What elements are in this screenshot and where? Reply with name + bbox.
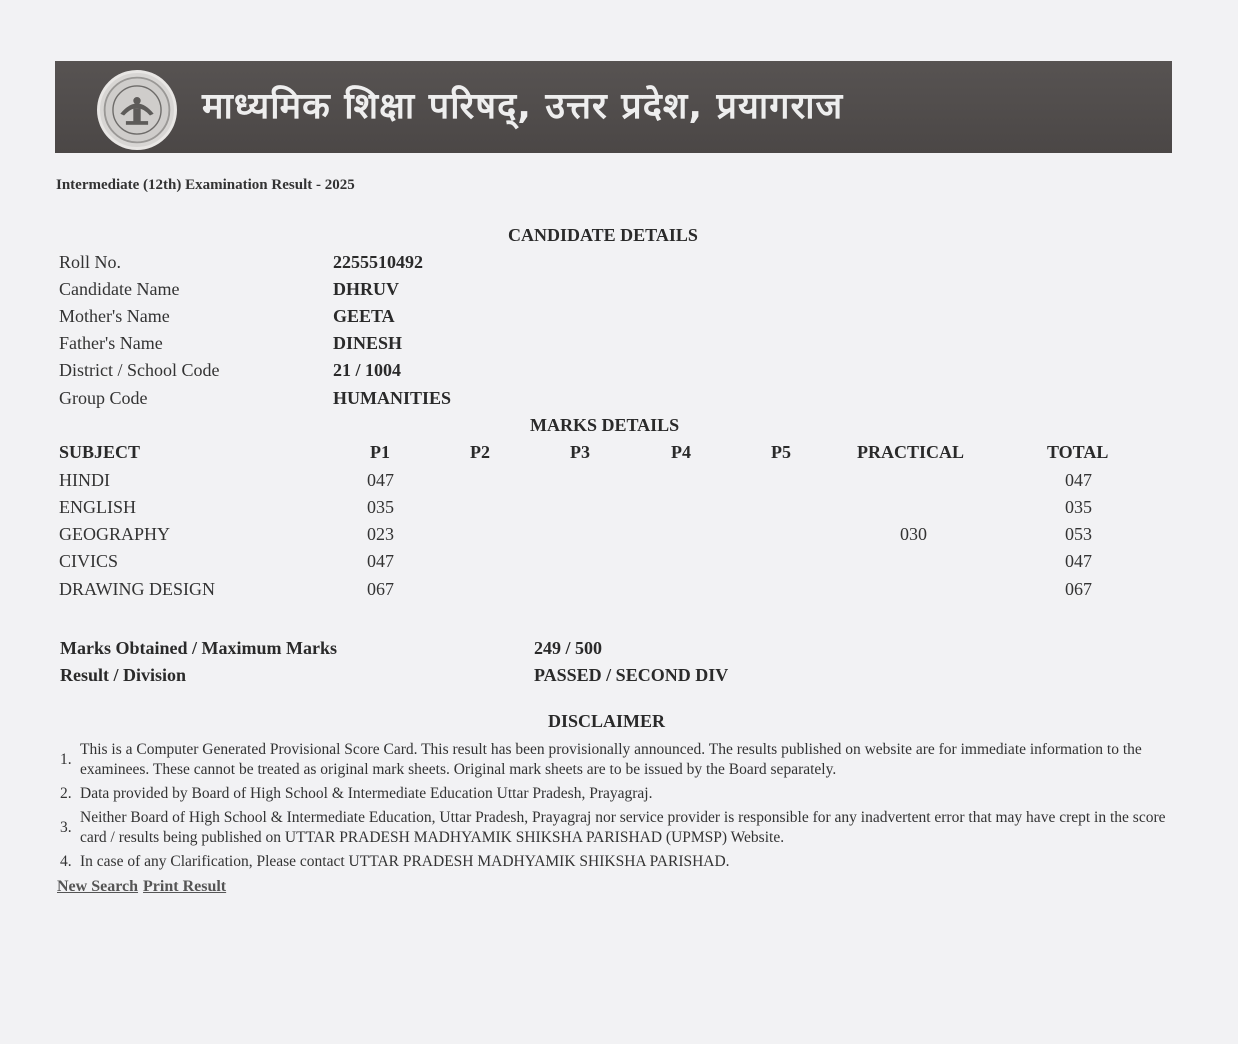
candidate-name-label: Candidate Name <box>59 279 180 299</box>
row-subject: ENGLISH <box>59 497 136 517</box>
col-p2: P2 <box>470 442 490 462</box>
list-item <box>60 852 1170 872</box>
result-division-label: Result / Division <box>60 665 187 685</box>
list-item-number: 2. <box>60 785 72 802</box>
group-code-label: Group Code <box>59 388 148 408</box>
roll-no-value: 2255510492 <box>333 252 423 272</box>
candidate-name-value: DHRUV <box>333 279 399 299</box>
row-practical: 030 <box>900 524 927 544</box>
disclaimer-list <box>60 740 1170 876</box>
row-total: 067 <box>1065 579 1092 599</box>
row-subject: GEOGRAPHY <box>59 524 171 544</box>
row-p1: 023 <box>367 524 394 544</box>
district-school-code-value: 21 / 1004 <box>333 360 402 380</box>
result-division-value: PASSED / SECOND DIV <box>534 665 729 685</box>
list-item <box>60 784 1170 804</box>
list-item <box>60 740 1170 780</box>
exam-title: Intermediate (12th) Examination Result - 2025 <box>56 177 355 193</box>
row-subject: HINDI <box>59 470 110 490</box>
row-p1: 067 <box>367 579 394 599</box>
mother-name-label: Mother's Name <box>59 306 170 326</box>
col-subject: SUBJECT <box>59 442 141 462</box>
row-subject: CIVICS <box>59 551 119 571</box>
disclaimer-heading: DISCLAIMER <box>548 711 666 731</box>
col-p5: P5 <box>771 442 791 462</box>
row-p1: 047 <box>367 551 394 571</box>
marks-obtained-label: Marks Obtained / Maximum Marks <box>60 638 337 658</box>
father-name-label: Father's Name <box>59 333 163 353</box>
marks-details-heading: MARKS DETAILS <box>530 415 680 435</box>
header-banner <box>55 61 1172 153</box>
list-item-text: Neither Board of High School & Intermediate Education, Uttar Pradesh, Prayagraj nor service provider is responsible for any inadvertent error that may have crept in the score card / results being published on UTTAR PRADESH MADHYAMIK SHIKSHA PARISHAD (UPMSP) Website. <box>80 809 1166 846</box>
list-item-number: 1. <box>60 751 72 768</box>
row-p1: 035 <box>367 497 394 517</box>
list-item-text: This is a Computer Generated Provisional Score Card. This result has been provisionally announced. The results published on website are for immediate information to the examinees. These cannot be treated as original mark sheets. Original mark sheets are to be issued by the Board separately. <box>80 741 1142 778</box>
row-total: 053 <box>1065 524 1092 544</box>
col-p4: P4 <box>671 442 691 462</box>
print-result-link[interactable]: Print Result <box>143 878 227 895</box>
row-total: 047 <box>1065 551 1092 571</box>
col-total: TOTAL <box>1047 442 1109 462</box>
group-code-value: HUMANITIES <box>333 388 452 408</box>
row-subject: DRAWING DESIGN <box>59 579 216 599</box>
col-p3: P3 <box>570 442 590 462</box>
col-p1: P1 <box>370 442 390 462</box>
row-p1: 047 <box>367 470 394 490</box>
father-name-value: DINESH <box>333 333 403 353</box>
candidate-details-heading: CANDIDATE DETAILS <box>508 225 698 245</box>
list-item-number: 3. <box>60 819 72 836</box>
new-search-link[interactable]: New Search <box>57 878 139 895</box>
upmsp-emblem-icon <box>97 70 177 150</box>
list-item <box>60 808 1170 848</box>
row-total: 047 <box>1065 470 1092 490</box>
mother-name-value: GEETA <box>333 306 395 326</box>
col-practical: PRACTICAL <box>857 442 965 462</box>
board-title: माध्यमिक शिक्षा परिषद्, उत्तर प्रदेश, प्रयागराज <box>202 86 844 127</box>
roll-no-label: Roll No. <box>59 252 122 272</box>
list-item-number: 4. <box>60 853 72 870</box>
marks-obtained-value: 249 / 500 <box>534 638 603 658</box>
list-item-text: Data provided by Board of High School & Intermediate Education Uttar Pradesh, Prayagraj. <box>80 785 653 802</box>
row-total: 035 <box>1065 497 1092 517</box>
list-item-text: In case of any Clarification, Please contact UTTAR PRADESH MADHYAMIK SHIKSHA PARISHAD. <box>80 853 730 870</box>
district-school-code-label: District / School Code <box>59 360 220 380</box>
action-links <box>57 878 231 896</box>
